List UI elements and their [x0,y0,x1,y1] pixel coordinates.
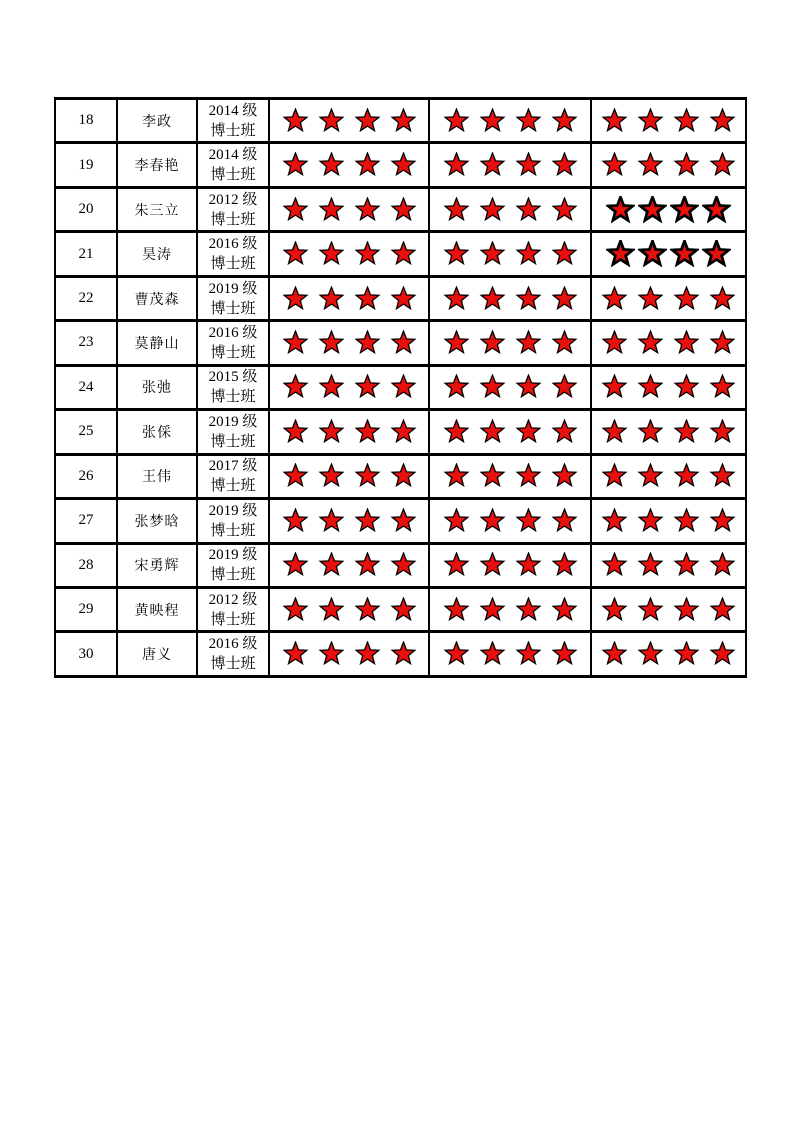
star-icon [354,286,381,312]
student-name: 王伟 [117,454,197,498]
star-icon [443,463,470,489]
star-icon [282,552,309,578]
rating-cell-2 [429,543,591,587]
row-number: 30 [55,632,117,677]
rating-cell-1 [269,365,429,409]
student-name: 昊涛 [117,232,197,276]
class-type: 博士班 [210,122,256,139]
star-icon [515,330,542,356]
class-year: 2014 级 [208,102,258,119]
class-type: 博士班 [210,522,256,539]
star-icon [443,508,470,534]
class-year: 2019 级 [208,413,258,430]
star-icon [709,286,736,312]
star-icon [515,152,542,178]
star-icon [443,641,470,667]
star-icon [551,108,578,134]
star-icon [282,241,309,267]
star-icon [702,196,731,224]
star-icon [318,597,345,623]
class-cell [197,632,269,677]
star-icon [709,508,736,534]
rating-cell-3 [591,187,746,231]
star-icon [282,197,309,223]
star-icon [709,108,736,134]
star-icon [354,374,381,400]
star-icon [354,152,381,178]
star-icon [515,641,542,667]
star-icon [709,330,736,356]
star-icon [637,286,664,312]
star-icon [318,552,345,578]
rating-cell-1 [269,454,429,498]
star-icon [318,419,345,445]
table-row [55,365,746,409]
star-icon [479,330,506,356]
rating-cell-2 [429,499,591,543]
rating-cell-2 [429,232,591,276]
star-icon [702,240,731,268]
table-row [55,276,746,320]
star-icon [390,508,417,534]
star-icon [354,330,381,356]
rating-cell-3 [591,587,746,631]
student-name: 唐义 [117,632,197,677]
table-row [55,632,746,677]
star-icon [673,108,700,134]
star-icon [601,330,628,356]
star-icon [443,419,470,445]
star-icon [390,152,417,178]
star-icon [515,597,542,623]
star-icon [673,463,700,489]
star-icon [637,330,664,356]
star-icon [551,330,578,356]
star-icon [443,108,470,134]
class-cell [197,454,269,498]
star-icon [390,597,417,623]
table-row [55,187,746,231]
class-year: 2015 级 [208,369,258,386]
star-icon [709,152,736,178]
star-icon [551,597,578,623]
class-type: 博士班 [210,167,256,184]
rating-cell-1 [269,321,429,365]
star-icon [282,641,309,667]
rating-cell-2 [429,99,591,143]
student-name: 曹茂森 [117,276,197,320]
rating-cell-2 [429,276,591,320]
rating-cell-2 [429,143,591,187]
star-icon [637,508,664,534]
star-icon [551,241,578,267]
row-number: 25 [55,410,117,454]
student-name: 黄映程 [117,587,197,631]
class-cell [197,276,269,320]
star-icon [601,374,628,400]
star-icon [390,108,417,134]
rating-cell-3 [591,632,746,677]
rating-cell-2 [429,587,591,631]
student-name: 张弛 [117,365,197,409]
star-icon [282,419,309,445]
row-number: 21 [55,232,117,276]
star-icon [479,641,506,667]
star-icon [479,286,506,312]
star-icon [354,597,381,623]
class-cell [197,187,269,231]
rating-cell-1 [269,499,429,543]
table-row [55,543,746,587]
star-icon [551,641,578,667]
star-icon [637,641,664,667]
star-icon [354,641,381,667]
star-icon [638,240,667,268]
star-icon [673,641,700,667]
star-icon [282,374,309,400]
student-name: 张梦晗 [117,499,197,543]
class-year: 2019 级 [208,280,258,297]
star-icon [354,463,381,489]
star-icon [515,552,542,578]
rating-cell-2 [429,410,591,454]
star-icon [282,463,309,489]
star-icon [709,374,736,400]
star-icon [318,197,345,223]
rating-cell-3 [591,143,746,187]
star-icon [479,463,506,489]
row-number: 26 [55,454,117,498]
star-icon [709,552,736,578]
class-cell [197,143,269,187]
class-type: 博士班 [210,433,256,450]
star-icon [637,108,664,134]
rating-cell-1 [269,187,429,231]
star-icon [390,241,417,267]
star-icon [318,641,345,667]
rating-cell-1 [269,587,429,631]
star-icon [479,197,506,223]
star-icon [551,419,578,445]
star-icon [673,597,700,623]
star-icon [479,152,506,178]
row-number: 29 [55,587,117,631]
star-icon [637,597,664,623]
class-year: 2016 级 [208,636,258,653]
star-icon [390,419,417,445]
rating-cell-1 [269,276,429,320]
star-icon [637,463,664,489]
star-icon [601,108,628,134]
star-icon [282,108,309,134]
class-cell [197,99,269,143]
class-year: 2019 级 [208,502,258,519]
rating-cell-3 [591,499,746,543]
star-icon [282,286,309,312]
rating-cell-3 [591,99,746,143]
star-icon [709,597,736,623]
star-icon [354,241,381,267]
row-number: 23 [55,321,117,365]
star-icon [601,641,628,667]
class-cell [197,410,269,454]
star-icon [551,152,578,178]
row-number: 19 [55,143,117,187]
row-number: 20 [55,187,117,231]
class-year: 2014 级 [208,147,258,164]
star-icon [551,552,578,578]
star-icon [443,552,470,578]
star-icon [551,197,578,223]
star-icon [515,508,542,534]
star-icon [601,419,628,445]
star-icon [637,552,664,578]
star-icon [318,463,345,489]
star-icon [601,152,628,178]
star-icon [390,463,417,489]
rating-cell-3 [591,321,746,365]
table-row [55,143,746,187]
row-number: 27 [55,499,117,543]
star-icon [479,597,506,623]
table-row [55,99,746,143]
class-year: 2019 级 [208,547,258,564]
star-icon [551,463,578,489]
star-icon [318,374,345,400]
star-icon [709,419,736,445]
class-year: 2016 级 [208,324,258,341]
star-icon [443,286,470,312]
star-icon [638,196,667,224]
star-icon [390,197,417,223]
star-icon [515,419,542,445]
row-number: 28 [55,543,117,587]
star-icon [637,374,664,400]
star-icon [443,152,470,178]
star-icon [515,108,542,134]
star-icon [673,419,700,445]
class-cell [197,499,269,543]
star-icon [443,197,470,223]
star-icon [601,286,628,312]
class-type: 博士班 [210,567,256,584]
star-icon [606,196,635,224]
rating-cell-2 [429,321,591,365]
star-icon [282,508,309,534]
star-icon [443,330,470,356]
star-icon [673,508,700,534]
class-cell [197,543,269,587]
star-icon [390,374,417,400]
class-year: 2016 级 [208,236,258,253]
class-cell [197,232,269,276]
star-icon [390,330,417,356]
star-icon [479,374,506,400]
rating-cell-2 [429,187,591,231]
rating-cell-1 [269,410,429,454]
table-row [55,232,746,276]
star-icon [515,463,542,489]
student-name: 李春艳 [117,143,197,187]
star-icon [673,374,700,400]
star-icon [354,552,381,578]
table-row [55,587,746,631]
star-icon [515,286,542,312]
class-type: 博士班 [210,211,256,228]
star-icon [515,241,542,267]
star-icon [479,508,506,534]
class-cell [197,587,269,631]
rating-cell-1 [269,99,429,143]
class-type: 博士班 [210,300,256,317]
star-icon [673,152,700,178]
star-icon [479,108,506,134]
rating-cell-1 [269,232,429,276]
star-icon [390,641,417,667]
star-icon [637,419,664,445]
star-icon [443,241,470,267]
student-name: 宋勇辉 [117,543,197,587]
star-icon [551,508,578,534]
table-row [55,321,746,365]
star-icon [601,463,628,489]
rating-cell-1 [269,543,429,587]
star-icon [606,240,635,268]
rating-table [54,97,747,678]
star-icon [479,419,506,445]
class-type: 博士班 [210,344,256,361]
star-icon [390,552,417,578]
class-type: 博士班 [210,256,256,273]
star-icon [318,152,345,178]
class-cell [197,365,269,409]
star-icon [601,597,628,623]
class-year: 2012 级 [208,591,258,608]
star-icon [601,552,628,578]
star-icon [551,286,578,312]
row-number: 22 [55,276,117,320]
star-icon [318,286,345,312]
star-icon [443,597,470,623]
star-icon [318,330,345,356]
star-icon [515,374,542,400]
star-icon [354,197,381,223]
rating-cell-3 [591,232,746,276]
table-row [55,454,746,498]
rating-cell-3 [591,454,746,498]
star-icon [515,197,542,223]
star-icon [670,240,699,268]
rating-cell-3 [591,543,746,587]
star-icon [479,552,506,578]
star-icon [709,463,736,489]
row-number: 18 [55,99,117,143]
rating-cell-2 [429,632,591,677]
rating-cell-1 [269,143,429,187]
star-icon [354,508,381,534]
rating-cell-3 [591,410,746,454]
class-year: 2017 级 [208,458,258,475]
star-icon [637,152,664,178]
class-type: 博士班 [210,611,256,628]
star-icon [282,152,309,178]
star-icon [551,374,578,400]
star-icon [282,597,309,623]
table-row [55,499,746,543]
class-type: 博士班 [210,656,256,673]
star-icon [354,419,381,445]
star-icon [709,641,736,667]
student-name: 张倸 [117,410,197,454]
row-number: 24 [55,365,117,409]
star-icon [354,108,381,134]
rating-cell-2 [429,365,591,409]
star-icon [282,330,309,356]
star-icon [601,508,628,534]
rating-cell-3 [591,276,746,320]
class-cell [197,321,269,365]
student-name: 李政 [117,99,197,143]
star-icon [318,108,345,134]
star-icon [479,241,506,267]
rating-cell-1 [269,632,429,677]
class-year: 2012 级 [208,191,258,208]
rating-cell-2 [429,454,591,498]
star-icon [318,508,345,534]
star-icon [673,330,700,356]
star-icon [670,196,699,224]
star-icon [673,552,700,578]
rating-cell-3 [591,365,746,409]
class-type: 博士班 [210,389,256,406]
star-icon [673,286,700,312]
star-icon [318,241,345,267]
star-icon [443,374,470,400]
class-type: 博士班 [210,478,256,495]
table-row [55,410,746,454]
student-name: 莫静山 [117,321,197,365]
student-name: 朱三立 [117,187,197,231]
star-icon [390,286,417,312]
